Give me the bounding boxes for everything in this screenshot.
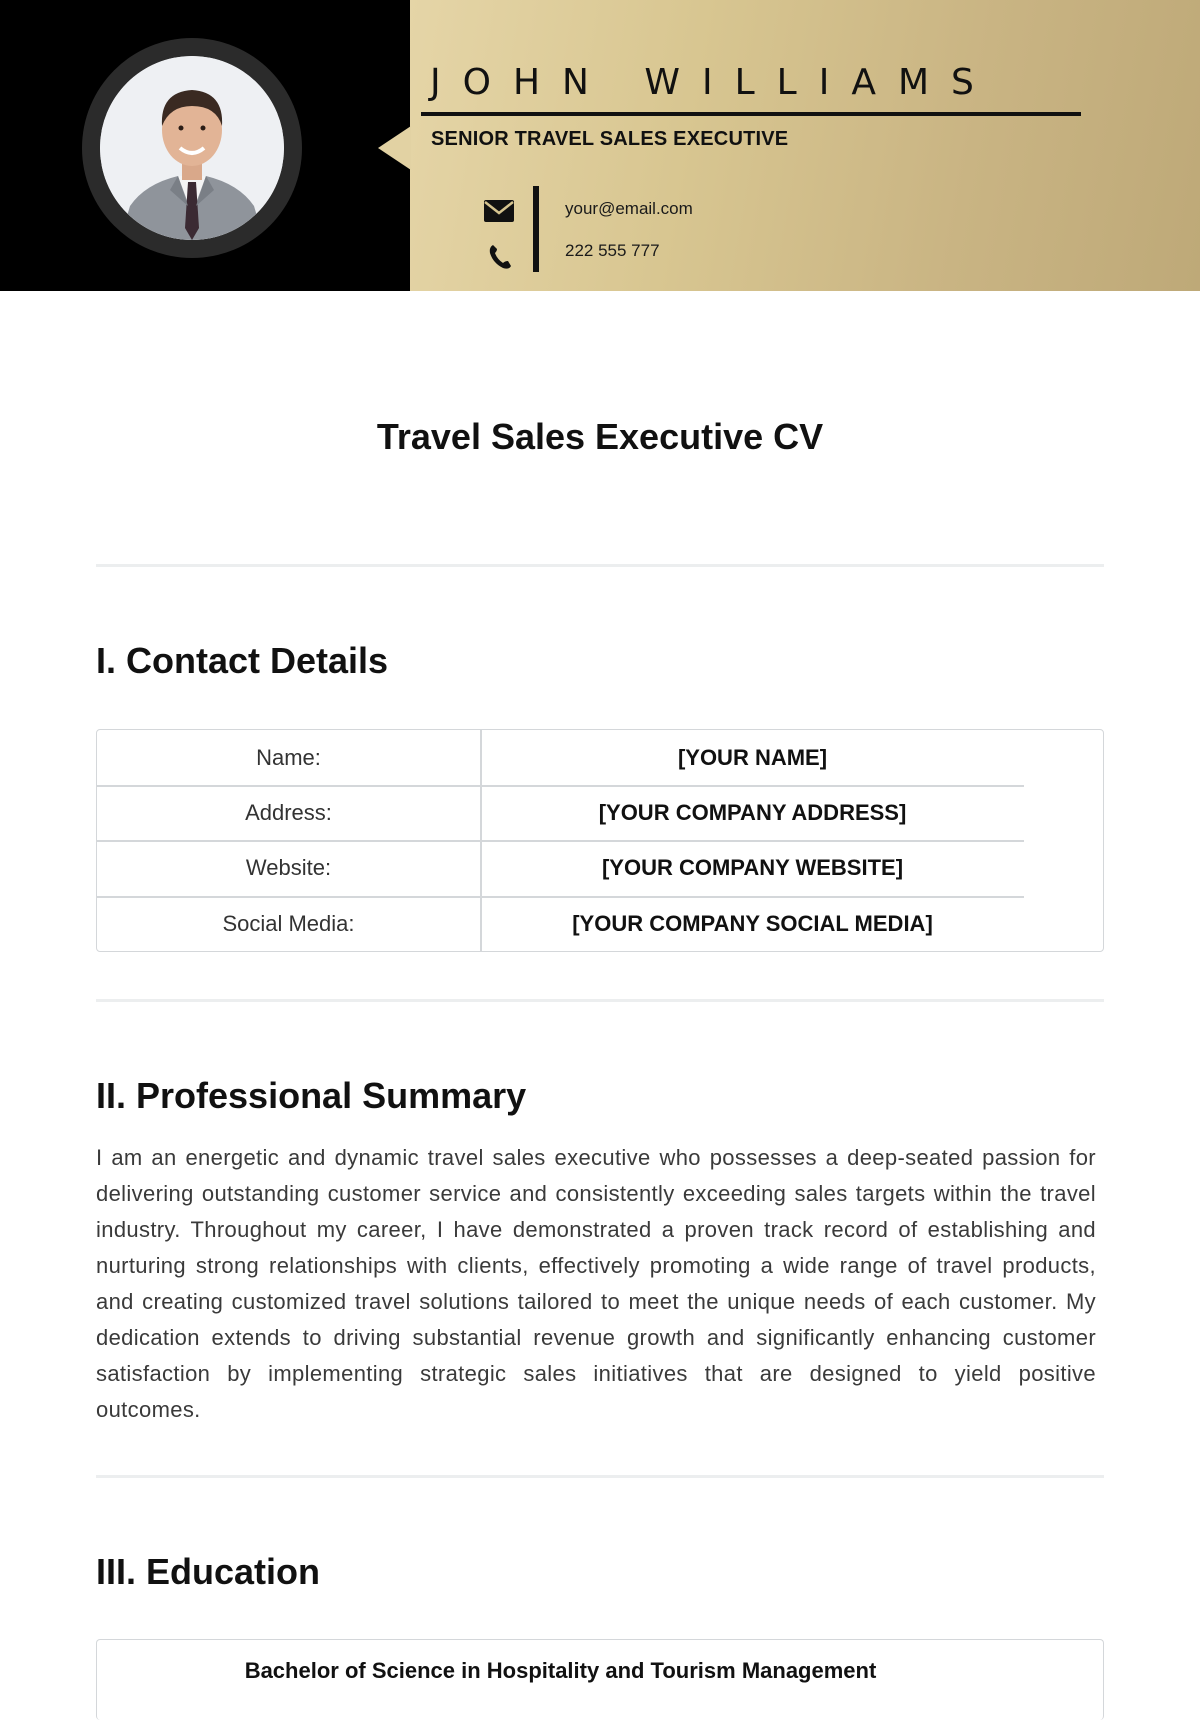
professional-summary-heading: II. Professional Summary — [96, 1075, 527, 1116]
phone-icon — [486, 242, 520, 272]
avatar-portrait-icon — [100, 56, 284, 240]
table-row — [97, 730, 1103, 785]
education-heading: III. Education — [96, 1551, 321, 1592]
header-notch — [378, 126, 411, 170]
candidate-role: SENIOR TRAVEL SALES EXECUTIVE — [431, 128, 789, 150]
social-media-value: [YOUR COMPANY SOCIAL MEDIA] — [572, 911, 933, 936]
name-underline — [421, 112, 1081, 116]
professional-summary-text: I am an energetic and dynamic travel sales executive who possesses a deep-seated passion for delivering outstanding customer service and consistently exceeding sales targets within the travel industry. Throughout my career, I have demonstrated a proven track record of establishing and nurturing strong relationships with clients, effectively promoting a wide range of travel products, and creating customized travel solutions tailored to meet the unique needs of each customer. My dedication extends to driving substantial revenue growth and significantly enhancing customer satisfaction by implementing strategic sales initiatives that are designed to yield positive outcomes. — [96, 1145, 1096, 1422]
address-value: [YOUR COMPANY ADDRESS] — [598, 800, 907, 825]
education-table — [96, 1639, 1104, 1720]
social-media-label: Social Media: — [222, 911, 355, 936]
contact-details-heading: I. Contact Details — [96, 640, 389, 681]
page-title: Travel Sales Executive CV — [376, 416, 824, 457]
divider — [96, 999, 1104, 1002]
table-row — [97, 785, 1103, 840]
name-value: [YOUR NAME] — [677, 745, 828, 770]
table-row — [97, 896, 1103, 951]
cv-header — [0, 0, 1200, 291]
envelope-icon — [482, 196, 516, 226]
table-row — [97, 840, 1103, 895]
website-value: [YOUR COMPANY WEBSITE] — [601, 855, 904, 880]
divider — [96, 564, 1104, 567]
contact-divider — [533, 186, 539, 272]
name-label: Name: — [256, 745, 321, 770]
avatar — [100, 56, 284, 240]
phone-value[interactable]: 222 555 777 — [565, 241, 660, 260]
website-label: Website: — [245, 855, 332, 880]
address-label: Address: — [245, 800, 332, 825]
contact-details-table — [96, 729, 1104, 952]
degree-title: Bachelor of Science in Hospitality and Tourism Management — [244, 1658, 877, 1683]
candidate-name: JOHN WILLIAMS — [430, 62, 996, 103]
divider — [96, 1475, 1104, 1478]
email-value[interactable]: your@email.com — [565, 199, 693, 218]
